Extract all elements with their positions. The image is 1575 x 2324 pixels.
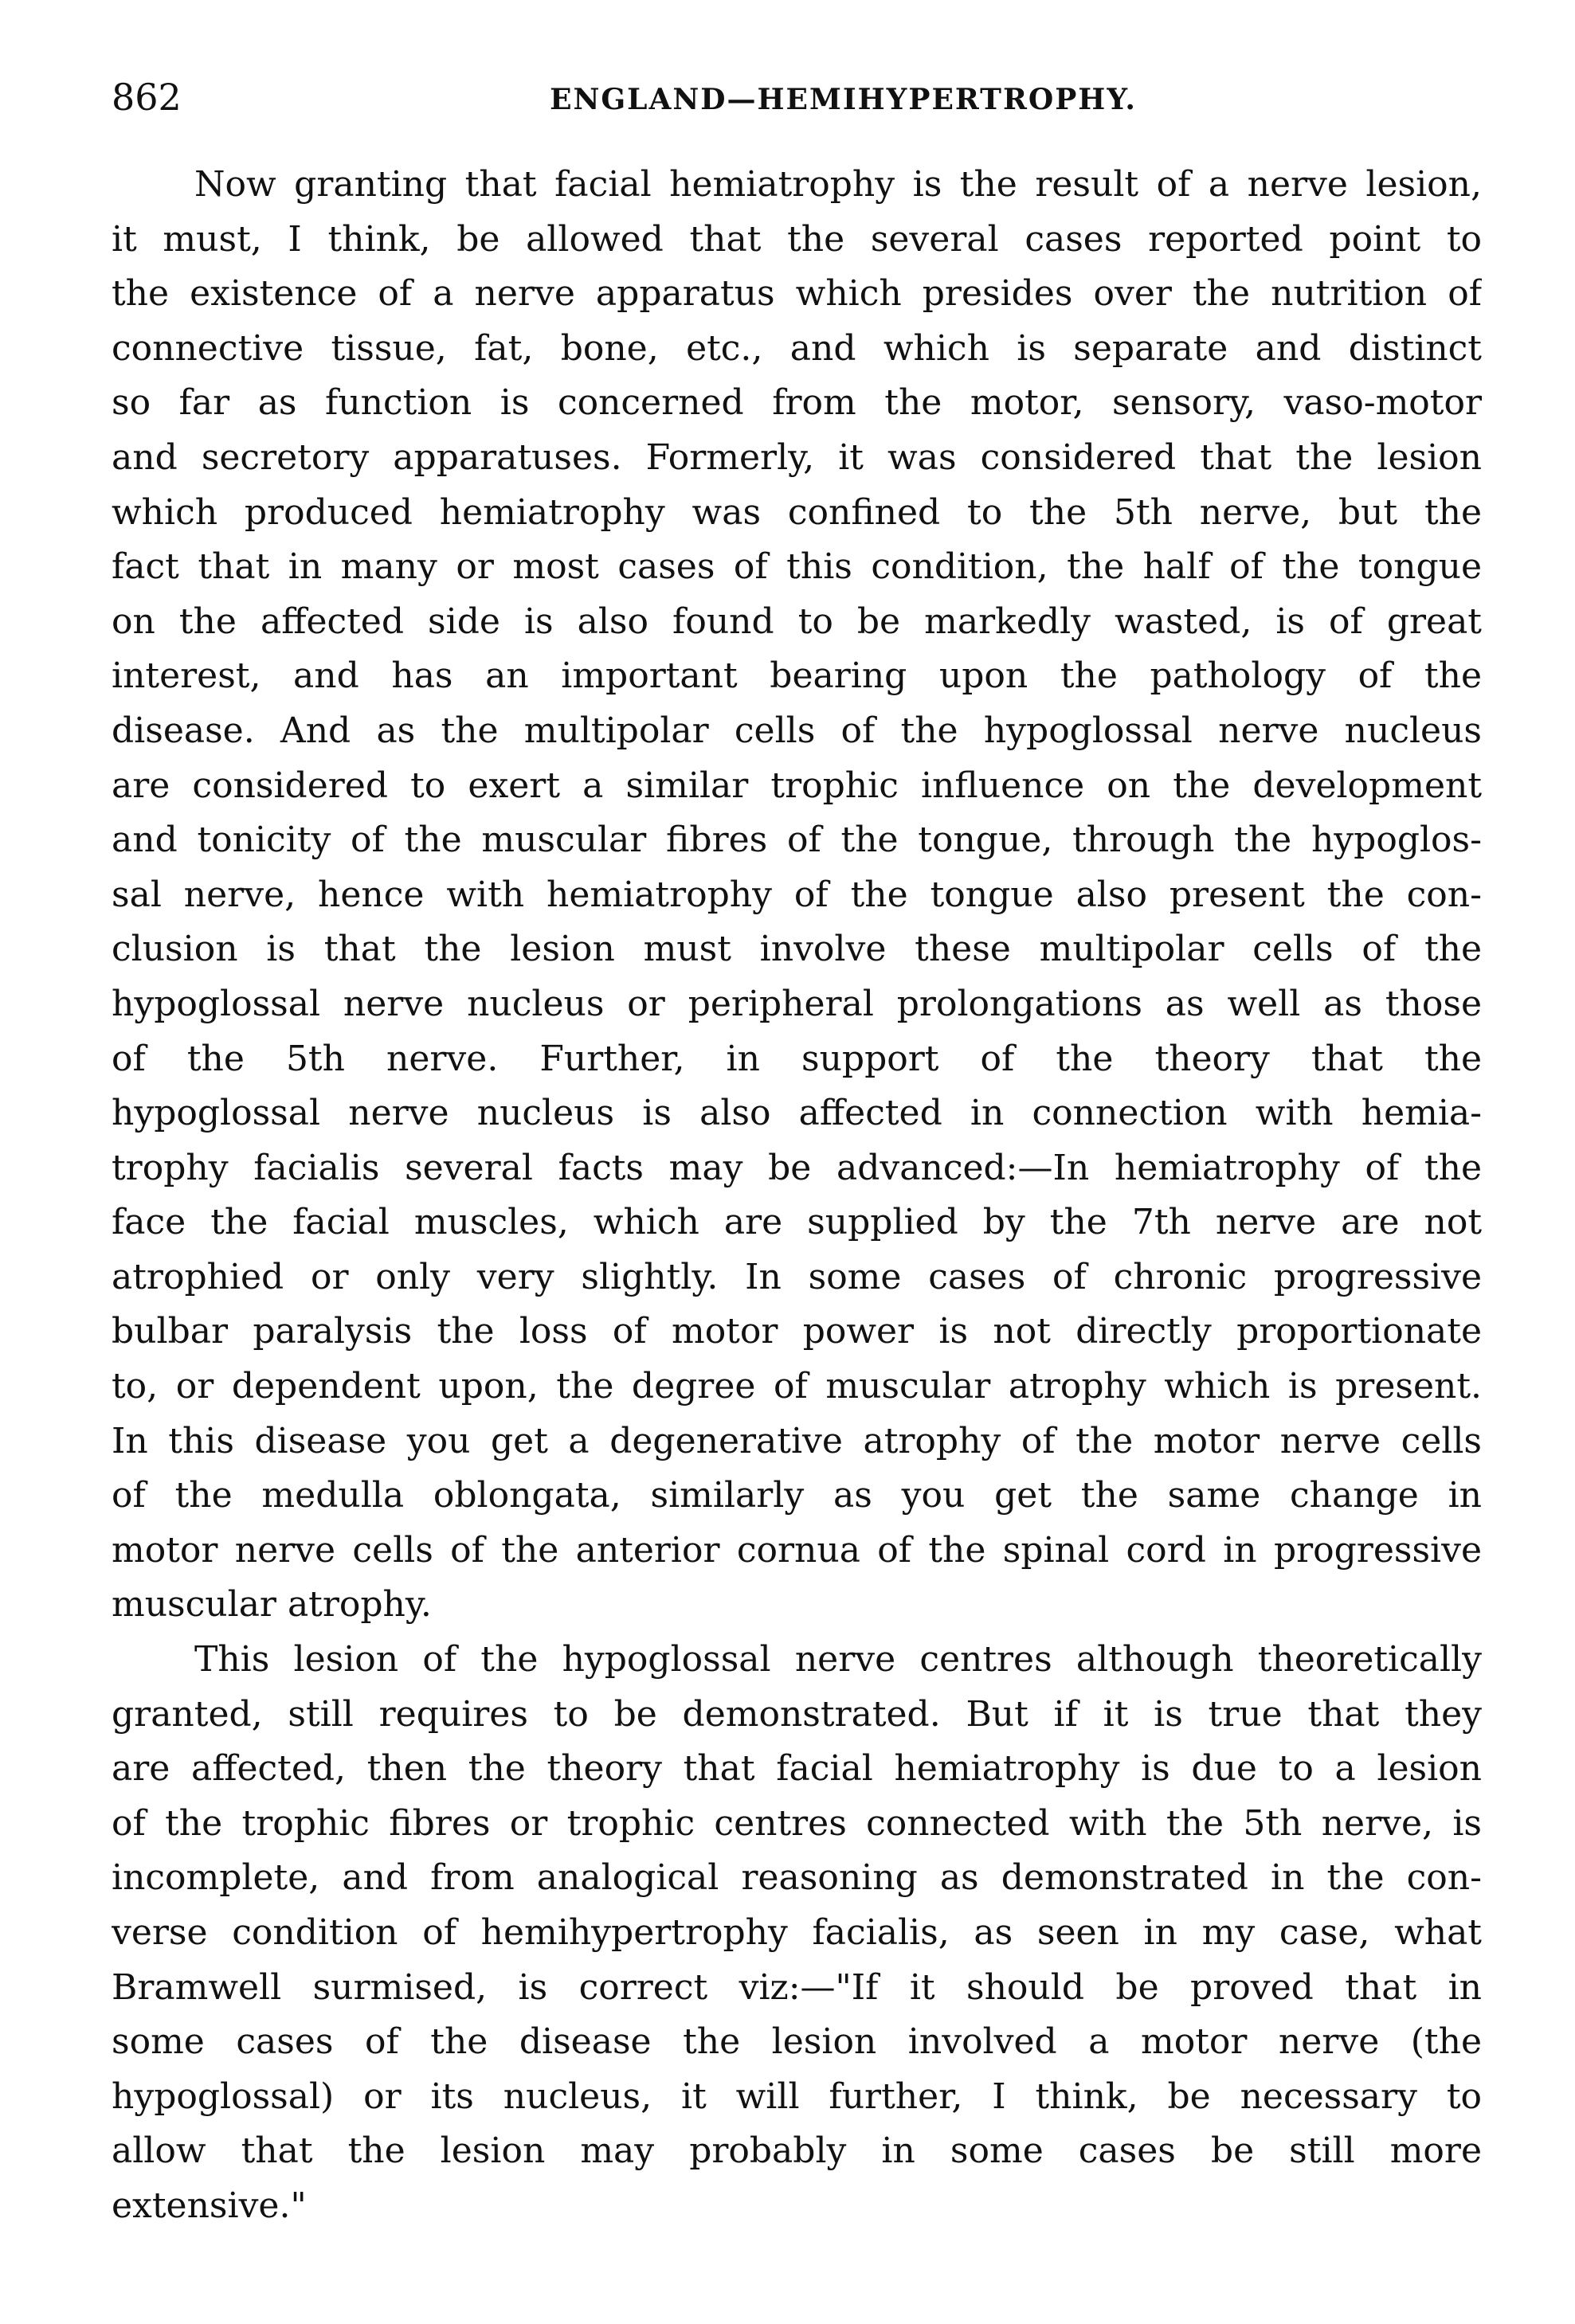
- text-line: hypoglossal) or its nucleus, it will further, I think, be necessary to: [112, 2076, 1482, 2117]
- text-line: face the facial muscles, which are supplied by the 7th nerve are not: [112, 1202, 1482, 1243]
- text-line: bulbar paralysis the loss of motor power is not directly proportionate: [112, 1311, 1482, 1352]
- text-line: clusion is that the lesion must involve these multipolar cells of the: [112, 929, 1482, 970]
- text-line: Bramwell surmised, is correct viz:—"If it should be proved that in: [112, 1966, 1482, 2008]
- text-line: sal nerve, hence with hemiatrophy of the tongue also present the con-: [112, 874, 1482, 915]
- text-line: interest, and has an important bearing upon the pathology of the: [112, 655, 1482, 697]
- paragraph: [112, 158, 1482, 1633]
- text-line: the existence of a nerve apparatus which presides over the nutrition of: [112, 273, 1482, 315]
- text-line: which produced hemiatrophy was confined to the 5th nerve, but the: [112, 491, 1482, 533]
- text-line: This lesion of the hypoglossal nerve centres although theoretically: [194, 1639, 1482, 1680]
- text-line: incomplete, and from analogical reasoning as demonstrated in the con-: [112, 1857, 1482, 1899]
- text-line: allow that the lesion may probably in some cases be still more: [112, 2130, 1482, 2172]
- text-line: disease. And as the multipolar cells of the hypoglossal nerve nucleus: [112, 710, 1482, 751]
- paragraph: [112, 1633, 1482, 2234]
- page-header: [112, 73, 1479, 137]
- text-line: on the affected side is also found to be markedly wasted, is of great: [112, 601, 1482, 642]
- text-line: of the medulla oblongata, similarly as you get the same change in: [112, 1475, 1482, 1516]
- text-line: motor nerve cells of the anterior cornua of the spinal cord in progressive: [112, 1529, 1482, 1571]
- text-line: and secretory apparatuses. Formerly, it was considered that the lesion: [112, 436, 1482, 478]
- text-line: to, or dependent upon, the degree of muscular atrophy which is present.: [112, 1366, 1482, 1407]
- text-line: fact that in many or most cases of this condition, the half of the tongue: [112, 546, 1482, 588]
- text-line: are considered to exert a similar trophic influence on the development: [112, 765, 1482, 806]
- text-line: and tonicity of the muscular fibres of the tongue, through the hypoglos-: [112, 820, 1482, 861]
- text-line: are affected, then the theory that facial hemiatrophy is due to a lesion: [112, 1748, 1482, 1790]
- body-text: [112, 158, 1482, 2234]
- text-line: connective tissue, fat, bone, etc., and which is separate and distinct: [112, 327, 1482, 369]
- text-line: it must, I think, be allowed that the several cases reported point to: [112, 218, 1482, 260]
- text-line: hypoglossal nerve nucleus or peripheral prolongations as well as those: [112, 983, 1482, 1024]
- text-line: extensive.": [112, 2185, 307, 2226]
- text-line: hypoglossal nerve nucleus is also affected in connection with hemia-: [112, 1093, 1482, 1134]
- text-line: atrophied or only very slightly. In some cases of chronic progressive: [112, 1256, 1482, 1297]
- text-line: muscular atrophy.: [112, 1584, 432, 1626]
- page-number: 862: [112, 76, 182, 119]
- text-line: granted, still requires to be demonstrated. But if it is true that they: [112, 1693, 1482, 1735]
- text-line: Now granting that facial hemiatrophy is the result of a nerve lesion,: [194, 164, 1482, 205]
- running-title: ENGLAND—HEMIHYPERTROPHY.: [550, 83, 1137, 116]
- text-line: of the trophic fibres or trophic centres connected with the 5th nerve, is: [112, 1802, 1482, 1844]
- text-line: some cases of the disease the lesion involved a motor nerve (the: [112, 2021, 1482, 2063]
- text-line: trophy facialis several facts may be advanced:—In hemiatrophy of the: [112, 1147, 1482, 1188]
- text-line: In this disease you get a degenerative atrophy of the motor nerve cells: [112, 1420, 1482, 1461]
- text-line: so far as function is concerned from the motor, sensory, vaso-motor: [112, 382, 1482, 424]
- text-line: verse condition of hemihypertrophy facialis, as seen in my case, what: [112, 1912, 1482, 1953]
- text-line: of the 5th nerve. Further, in support of the theory that the: [112, 1038, 1482, 1079]
